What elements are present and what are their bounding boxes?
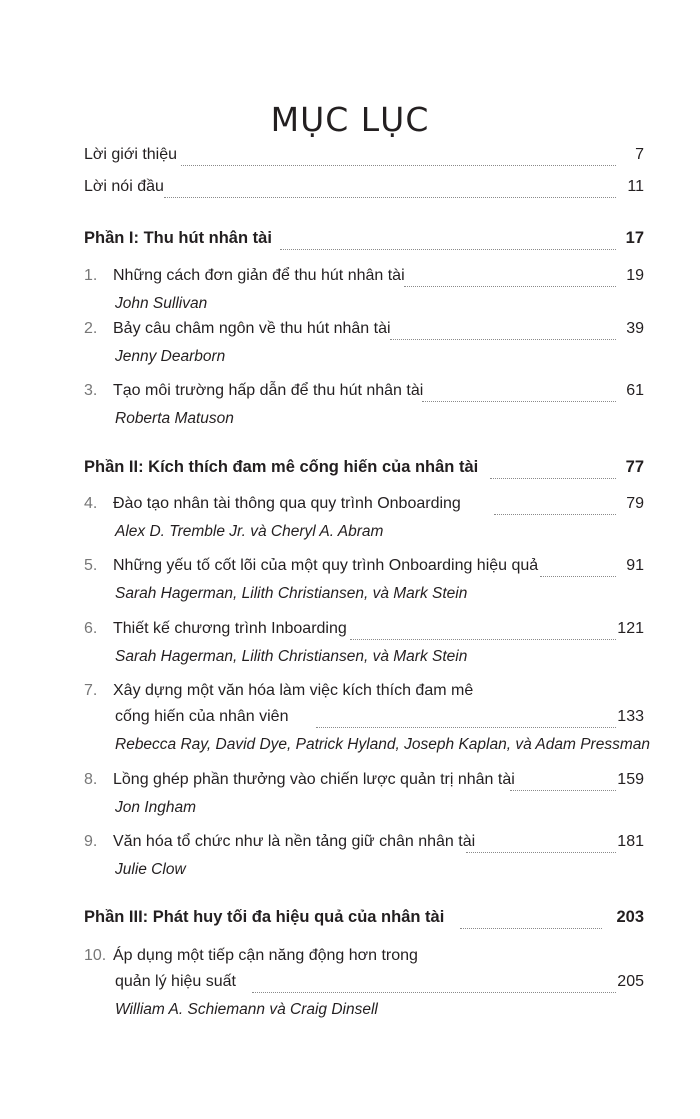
leader-line bbox=[422, 401, 616, 402]
leader-line bbox=[460, 928, 602, 929]
toc-chapter[interactable] bbox=[84, 265, 650, 317]
chapter-title: Bảy câu châm ngôn về thu hút nhân tài bbox=[113, 320, 391, 337]
chapter-number: 8. bbox=[84, 771, 98, 788]
toc-entry-front[interactable] bbox=[84, 176, 650, 202]
leader-line bbox=[316, 727, 616, 728]
leader-line bbox=[181, 165, 616, 166]
page-number: 77 bbox=[625, 458, 644, 476]
toc-chapter[interactable] bbox=[84, 618, 650, 670]
page-number: 7 bbox=[635, 146, 644, 163]
toc-part-heading[interactable] bbox=[84, 457, 650, 483]
chapter-title: Thiết kế chương trình Inboarding bbox=[113, 620, 347, 637]
chapter-author: John Sullivan bbox=[115, 295, 208, 312]
page-number: 159 bbox=[617, 771, 644, 788]
page-number: 79 bbox=[626, 495, 644, 512]
leader-line bbox=[510, 790, 616, 791]
chapter-author: Roberta Matuson bbox=[115, 410, 234, 427]
toc-chapter[interactable] bbox=[84, 493, 650, 545]
toc-chapter[interactable] bbox=[84, 769, 650, 821]
chapter-number: 7. bbox=[84, 682, 98, 699]
entry-title: Lời nói đầu bbox=[84, 178, 164, 195]
leader-line bbox=[252, 992, 616, 993]
page-number: 181 bbox=[617, 833, 644, 850]
page-number: 61 bbox=[626, 382, 644, 399]
chapter-author: Sarah Hagerman, Lilith Christiansen, và Mark Stein bbox=[115, 585, 468, 602]
chapter-title: Tạo môi trường hấp dẫn để thu hút nhân tài bbox=[113, 382, 424, 399]
page-title: MỤC LỤC bbox=[270, 100, 430, 140]
part-title: Phần I: Thu hút nhân tài bbox=[84, 229, 272, 247]
chapter-title: Đào tạo nhân tài thông qua quy trình Onboarding bbox=[113, 495, 461, 512]
chapter-author: Jon Ingham bbox=[115, 799, 196, 816]
leader-line bbox=[280, 249, 616, 250]
toc-chapter[interactable] bbox=[84, 318, 650, 370]
leader-line bbox=[404, 286, 616, 287]
leader-line bbox=[494, 514, 616, 515]
chapter-number: 2. bbox=[84, 320, 98, 337]
page-number: 39 bbox=[626, 320, 644, 337]
leader-line bbox=[466, 852, 616, 853]
chapter-title: Văn hóa tổ chức như là nền tảng giữ chân nhân tài bbox=[113, 833, 476, 850]
leader-line bbox=[490, 478, 616, 479]
chapter-author: Alex D. Tremble Jr. và Cheryl A. Abram bbox=[115, 523, 384, 540]
chapter-title: Lồng ghép phần thưởng vào chiến lược quản trị nhân tài bbox=[113, 771, 515, 788]
toc-chapter[interactable] bbox=[84, 831, 650, 883]
chapter-author: Rebecca Ray, David Dye, Patrick Hyland, Joseph Kaplan, và Adam Pressman bbox=[115, 736, 650, 753]
chapter-author: Sarah Hagerman, Lilith Christiansen, và Mark Stein bbox=[115, 648, 468, 665]
part-title: Phần III: Phát huy tối đa hiệu quả của nhân tài bbox=[84, 908, 445, 926]
chapter-number: 1. bbox=[84, 267, 98, 284]
chapter-title-continued: cống hiến của nhân viên bbox=[115, 708, 289, 725]
chapter-author: Jenny Dearborn bbox=[115, 348, 226, 365]
chapter-number: 4. bbox=[84, 495, 98, 512]
page-number: 121 bbox=[617, 620, 644, 637]
chapter-author: William A. Schiemann và Craig Dinsell bbox=[115, 1001, 378, 1018]
toc-chapter[interactable] bbox=[84, 555, 650, 607]
chapter-number: 9. bbox=[84, 833, 98, 850]
chapter-title: Những cách đơn giản để thu hút nhân tài bbox=[113, 267, 405, 284]
toc-part-heading[interactable] bbox=[84, 907, 650, 933]
leader-line bbox=[164, 197, 616, 198]
chapter-title-continued: quản lý hiệu suất bbox=[115, 973, 236, 990]
chapter-title: Áp dụng một tiếp cận năng động hơn trong bbox=[113, 947, 418, 964]
page-number: 17 bbox=[625, 229, 644, 247]
entry-title: Lời giới thiệu bbox=[84, 146, 178, 163]
page-number: 133 bbox=[617, 708, 644, 725]
chapter-title: Những yếu tố cốt lõi của một quy trình Onboarding hiệu quả bbox=[113, 557, 539, 574]
toc-entry-front[interactable] bbox=[84, 144, 650, 170]
page-number: 91 bbox=[626, 557, 644, 574]
page-number: 19 bbox=[626, 267, 644, 284]
toc-chapter[interactable] bbox=[84, 680, 650, 758]
chapter-number: 5. bbox=[84, 557, 98, 574]
part-title: Phần II: Kích thích đam mê cống hiến của nhân tài bbox=[84, 458, 479, 476]
chapter-number: 3. bbox=[84, 382, 98, 399]
chapter-author: Julie Clow bbox=[115, 861, 186, 878]
leader-line bbox=[390, 339, 616, 340]
toc-chapter[interactable] bbox=[84, 380, 650, 432]
page-number: 11 bbox=[627, 178, 644, 195]
chapter-number: 10. bbox=[84, 947, 107, 964]
toc-part-heading[interactable] bbox=[84, 228, 650, 254]
page-number: 203 bbox=[616, 908, 644, 926]
leader-line bbox=[540, 576, 616, 577]
chapter-title: Xây dựng một văn hóa làm việc kích thích đam mê bbox=[113, 682, 474, 699]
page-number: 205 bbox=[617, 973, 644, 990]
leader-line bbox=[350, 639, 616, 640]
toc-chapter[interactable] bbox=[84, 945, 650, 1023]
chapter-number: 6. bbox=[84, 620, 98, 637]
